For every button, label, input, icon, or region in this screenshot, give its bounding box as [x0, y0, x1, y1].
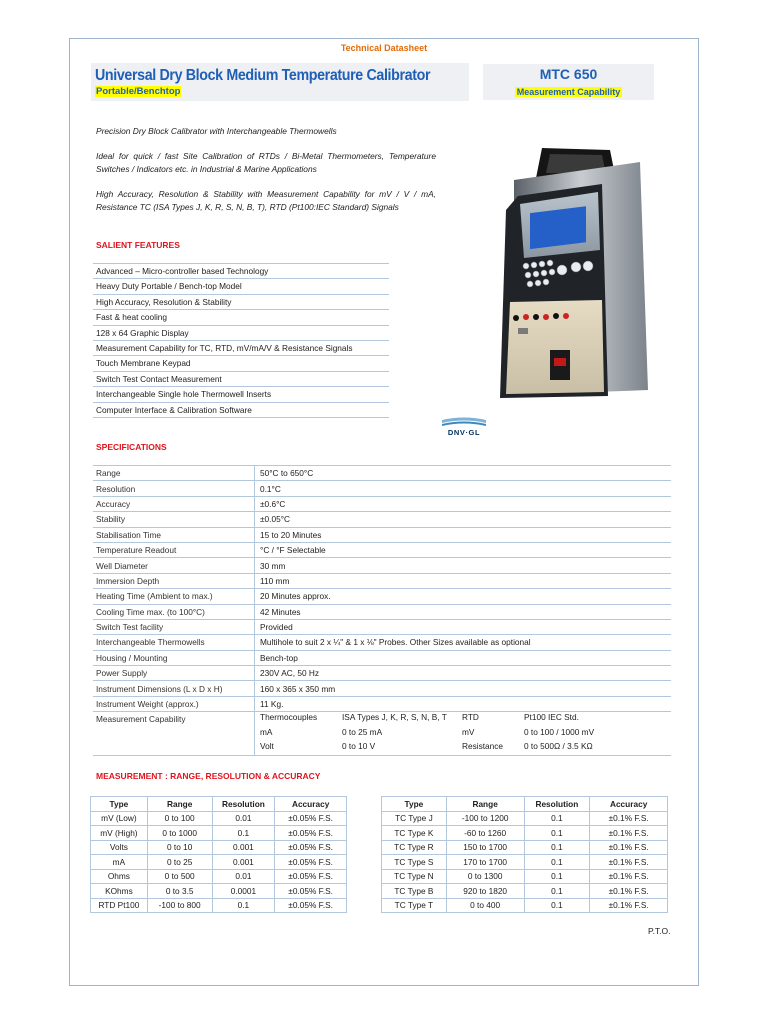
- spec-value: 160 x 365 x 350 mm: [255, 681, 672, 696]
- table-cell: 0 to 1000: [147, 826, 212, 841]
- table-cell: TC Type S: [382, 855, 447, 870]
- feature-item: Switch Test Contact Measurement: [93, 372, 389, 387]
- table-cell: 150 to 1700: [446, 840, 524, 855]
- spec-value: Bench-top: [255, 650, 672, 665]
- table-cell: 0.001: [212, 840, 275, 855]
- capability-cell: Volt: [260, 741, 274, 752]
- table-cell: 0.1: [524, 869, 590, 884]
- table-cell: ±0.1% F.S.: [590, 855, 668, 870]
- table-cell: 0.1: [212, 898, 275, 913]
- table-row: [91, 840, 347, 855]
- product-title: Universal Dry Block Medium Temperature Calibrator: [95, 67, 431, 84]
- spec-row: [93, 619, 671, 634]
- capability-row: [93, 727, 671, 741]
- spec-value: 15 to 20 Minutes: [255, 527, 672, 542]
- feature-item: High Accuracy, Resolution & Stability: [93, 295, 389, 310]
- feature-item: Measurement Capability for TC, RTD, mV/mA/V & Resistance Signals: [93, 341, 389, 356]
- intro-line-1: Precision Dry Block Calibrator with Interchangeable Thermowells: [96, 126, 337, 136]
- capability-cell: 0 to 500Ω / 3.5 KΩ: [524, 741, 593, 752]
- spec-row: [93, 558, 671, 573]
- table-cell: 0.001: [212, 855, 275, 870]
- spec-value: Provided: [255, 619, 672, 634]
- column-header: Type: [382, 797, 447, 812]
- table-cell: -100 to 1200: [446, 811, 524, 826]
- specifications-heading: SPECIFICATIONS: [96, 442, 167, 452]
- table-cell: ±0.1% F.S.: [590, 898, 668, 913]
- table-cell: RTD Pt100: [91, 898, 148, 913]
- capability-cell: mV: [462, 726, 475, 737]
- table-cell: ±0.05% F.S.: [275, 811, 347, 826]
- capability-label: Measurement Capability: [93, 712, 255, 727]
- table-row: [91, 855, 347, 870]
- spec-label: Housing / Mounting: [93, 650, 255, 665]
- capability-row: [93, 712, 671, 727]
- product-image: [490, 140, 656, 412]
- column-header: Accuracy: [275, 797, 347, 812]
- capability-cell: 0 to 10 V: [342, 741, 376, 752]
- measurement-table-left: [90, 796, 347, 913]
- table-cell: 0.1: [524, 840, 590, 855]
- table-cell: 0 to 3.5: [147, 884, 212, 899]
- table-cell: 0.01: [212, 811, 275, 826]
- spec-value: ±0.6°C: [255, 496, 672, 511]
- capability-cell: Resistance: [462, 741, 504, 752]
- table-cell: 0 to 10: [147, 840, 212, 855]
- table-row: [91, 869, 347, 884]
- table-cell: -60 to 1260: [446, 826, 524, 841]
- spec-row: [93, 589, 671, 604]
- capability-cell: RTD: [462, 712, 479, 723]
- column-header: Accuracy: [590, 797, 668, 812]
- table-cell: ±0.05% F.S.: [275, 884, 347, 899]
- table-cell: TC Type B: [382, 884, 447, 899]
- feature-item: Touch Membrane Keypad: [93, 356, 389, 371]
- table-cell: ±0.1% F.S.: [590, 884, 668, 899]
- capability-values: [255, 727, 672, 741]
- table-row: [382, 840, 668, 855]
- spec-row: [93, 527, 671, 542]
- table-cell: ±0.05% F.S.: [275, 840, 347, 855]
- table-cell: TC Type K: [382, 826, 447, 841]
- capability-cell: Thermocouples: [260, 712, 318, 723]
- spec-row: [93, 666, 671, 681]
- spec-label: Accuracy: [93, 496, 255, 511]
- spec-value: 0.1°C: [255, 481, 672, 496]
- spec-value: 50°C to 650°C: [255, 466, 672, 481]
- table-cell: 0 to 500: [147, 869, 212, 884]
- table-cell: ±0.05% F.S.: [275, 898, 347, 913]
- spec-row: [93, 512, 671, 527]
- measurement-heading: MEASUREMENT : RANGE, RESOLUTION & ACCURACY: [96, 771, 321, 781]
- spec-value: Multihole to suit 2 x ¼" & 1 x ⅛" Probes. Other Sizes available as optional: [255, 635, 672, 650]
- table-cell: 0.1: [524, 826, 590, 841]
- spec-value: 42 Minutes: [255, 604, 672, 619]
- features-heading: SALIENT FEATURES: [96, 240, 180, 250]
- spec-row: [93, 481, 671, 496]
- spec-label: Power Supply: [93, 666, 255, 681]
- capability-spacer: [93, 727, 255, 741]
- table-cell: 0 to 25: [147, 855, 212, 870]
- feature-item: Advanced – Micro-controller based Technology: [93, 264, 389, 279]
- table-row: [91, 898, 347, 913]
- spec-label: Temperature Readout: [93, 542, 255, 557]
- feature-item: 128 x 64 Graphic Display: [93, 326, 389, 341]
- spec-value: ±0.05°C: [255, 512, 672, 527]
- capability-cell: 0 to 25 mA: [342, 726, 383, 737]
- spec-row: [93, 466, 671, 481]
- spec-label: Heating Time (Ambient to max.): [93, 589, 255, 604]
- spec-value: 30 mm: [255, 558, 672, 573]
- spec-label: Switch Test facility: [93, 619, 255, 634]
- model-panel: [483, 64, 654, 100]
- feature-item: Computer Interface & Calibration Software: [93, 403, 389, 418]
- spec-label: Stabilisation Time: [93, 527, 255, 542]
- column-header: Range: [446, 797, 524, 812]
- spec-value: 230V AC, 50 Hz: [255, 666, 672, 681]
- table-cell: 0.0001: [212, 884, 275, 899]
- spec-label: Instrument Weight (approx.): [93, 696, 255, 711]
- spec-row: [93, 604, 671, 619]
- column-header: Range: [147, 797, 212, 812]
- table-cell: 0.1: [524, 811, 590, 826]
- spec-row: [93, 681, 671, 696]
- spec-row: [93, 573, 671, 588]
- table-cell: 0 to 100: [147, 811, 212, 826]
- table-cell: TC Type J: [382, 811, 447, 826]
- spec-row: [93, 696, 671, 711]
- product-subtitle: Portable/Benchtop: [96, 86, 181, 97]
- spec-label: Resolution: [93, 481, 255, 496]
- spec-row: [93, 542, 671, 557]
- model-caption: Measurement Capability: [516, 87, 621, 97]
- spec-label: Interchangeable Thermowells: [93, 635, 255, 650]
- table-cell: Ohms: [91, 869, 148, 884]
- capability-row: [93, 741, 671, 756]
- spec-label: Immersion Depth: [93, 573, 255, 588]
- model-number: MTC 650: [539, 66, 598, 82]
- measurement-table-right: [381, 796, 668, 913]
- capability-cell: 0 to 100 / 1000 mV: [524, 726, 595, 737]
- table-cell: 0.1: [524, 855, 590, 870]
- table-cell: ±0.1% F.S.: [590, 869, 668, 884]
- table-cell: -100 to 800: [147, 898, 212, 913]
- table-cell: ±0.05% F.S.: [275, 869, 347, 884]
- spec-label: Stability: [93, 512, 255, 527]
- capability-spacer: [93, 741, 255, 756]
- capability-cell: mA: [260, 726, 273, 737]
- spec-row: [93, 635, 671, 650]
- table-cell: ±0.1% F.S.: [590, 840, 668, 855]
- intro-line-2: Ideal for quick / fast Site Calibration of RTDs / Bi-Metal Thermometers, Temperature Switches / Indicators etc. in Industrial & Marine Applications: [96, 151, 436, 174]
- spec-label: Range: [93, 466, 255, 481]
- capability-values: [255, 712, 672, 727]
- table-row: [91, 884, 347, 899]
- table-cell: 0 to 1300: [446, 869, 524, 884]
- spec-value: 20 Minutes approx.: [255, 589, 672, 604]
- spec-value: °C / °F Selectable: [255, 542, 672, 557]
- table-cell: 0.1: [212, 826, 275, 841]
- dnv-gl-logo-text: DNV·GL: [447, 428, 481, 437]
- column-header: Resolution: [524, 797, 590, 812]
- intro-line-3: High Accuracy, Resolution & Stability with Measurement Capability for mV / V / mA, Resistance TC (ISA Types J, K, R, S, N, B, T), RTD (Pt100:IEC Standard) Signals: [96, 189, 436, 212]
- spec-label: Cooling Time max. (to 100°C): [93, 604, 255, 619]
- spec-value: 110 mm: [255, 573, 672, 588]
- table-cell: TC Type N: [382, 869, 447, 884]
- dnv-gl-logo: [440, 416, 488, 438]
- specifications-table: [93, 465, 671, 756]
- table-cell: mV (High): [91, 826, 148, 841]
- feature-item: Fast & heat cooling: [93, 310, 389, 325]
- table-cell: ±0.05% F.S.: [275, 855, 347, 870]
- table-cell: 170 to 1700: [446, 855, 524, 870]
- feature-item: Heavy Duty Portable / Bench-top Model: [93, 279, 389, 294]
- document-kicker: Technical Datasheet: [340, 43, 428, 53]
- table-row: [382, 884, 668, 899]
- capability-cell: ISA Types J, K, R, S, N, B, T: [342, 712, 447, 723]
- table-row: [91, 826, 347, 841]
- column-header: Type: [91, 797, 148, 812]
- feature-item: Interchangeable Single hole Thermowell Inserts: [93, 387, 389, 402]
- table-cell: 0.1: [524, 884, 590, 899]
- table-cell: 0 to 400: [446, 898, 524, 913]
- column-header: Resolution: [212, 797, 275, 812]
- capability-values: [255, 741, 672, 756]
- table-cell: Volts: [91, 840, 148, 855]
- table-cell: TC Type R: [382, 840, 447, 855]
- table-row: [382, 855, 668, 870]
- page-turn-note: P.T.O.: [648, 926, 671, 936]
- features-list: [93, 263, 389, 418]
- table-cell: ±0.1% F.S.: [590, 811, 668, 826]
- spec-row: [93, 650, 671, 665]
- table-cell: 0.01: [212, 869, 275, 884]
- table-cell: 920 to 1820: [446, 884, 524, 899]
- table-row: [382, 898, 668, 913]
- table-cell: ±0.1% F.S.: [590, 826, 668, 841]
- table-cell: ±0.05% F.S.: [275, 826, 347, 841]
- spec-row: [93, 496, 671, 511]
- table-cell: mA: [91, 855, 148, 870]
- spec-label: Instrument Dimensions (L x D x H): [93, 681, 255, 696]
- capability-cell: Pt100 IEC Std.: [524, 712, 579, 723]
- spec-label: Well Diameter: [93, 558, 255, 573]
- table-cell: mV (Low): [91, 811, 148, 826]
- table-cell: KOhms: [91, 884, 148, 899]
- table-row: [91, 811, 347, 826]
- table-row: [382, 811, 668, 826]
- table-cell: TC Type T: [382, 898, 447, 913]
- spec-value: 11 Kg.: [255, 696, 672, 711]
- table-row: [382, 826, 668, 841]
- table-cell: 0.1: [524, 898, 590, 913]
- table-row: [382, 869, 668, 884]
